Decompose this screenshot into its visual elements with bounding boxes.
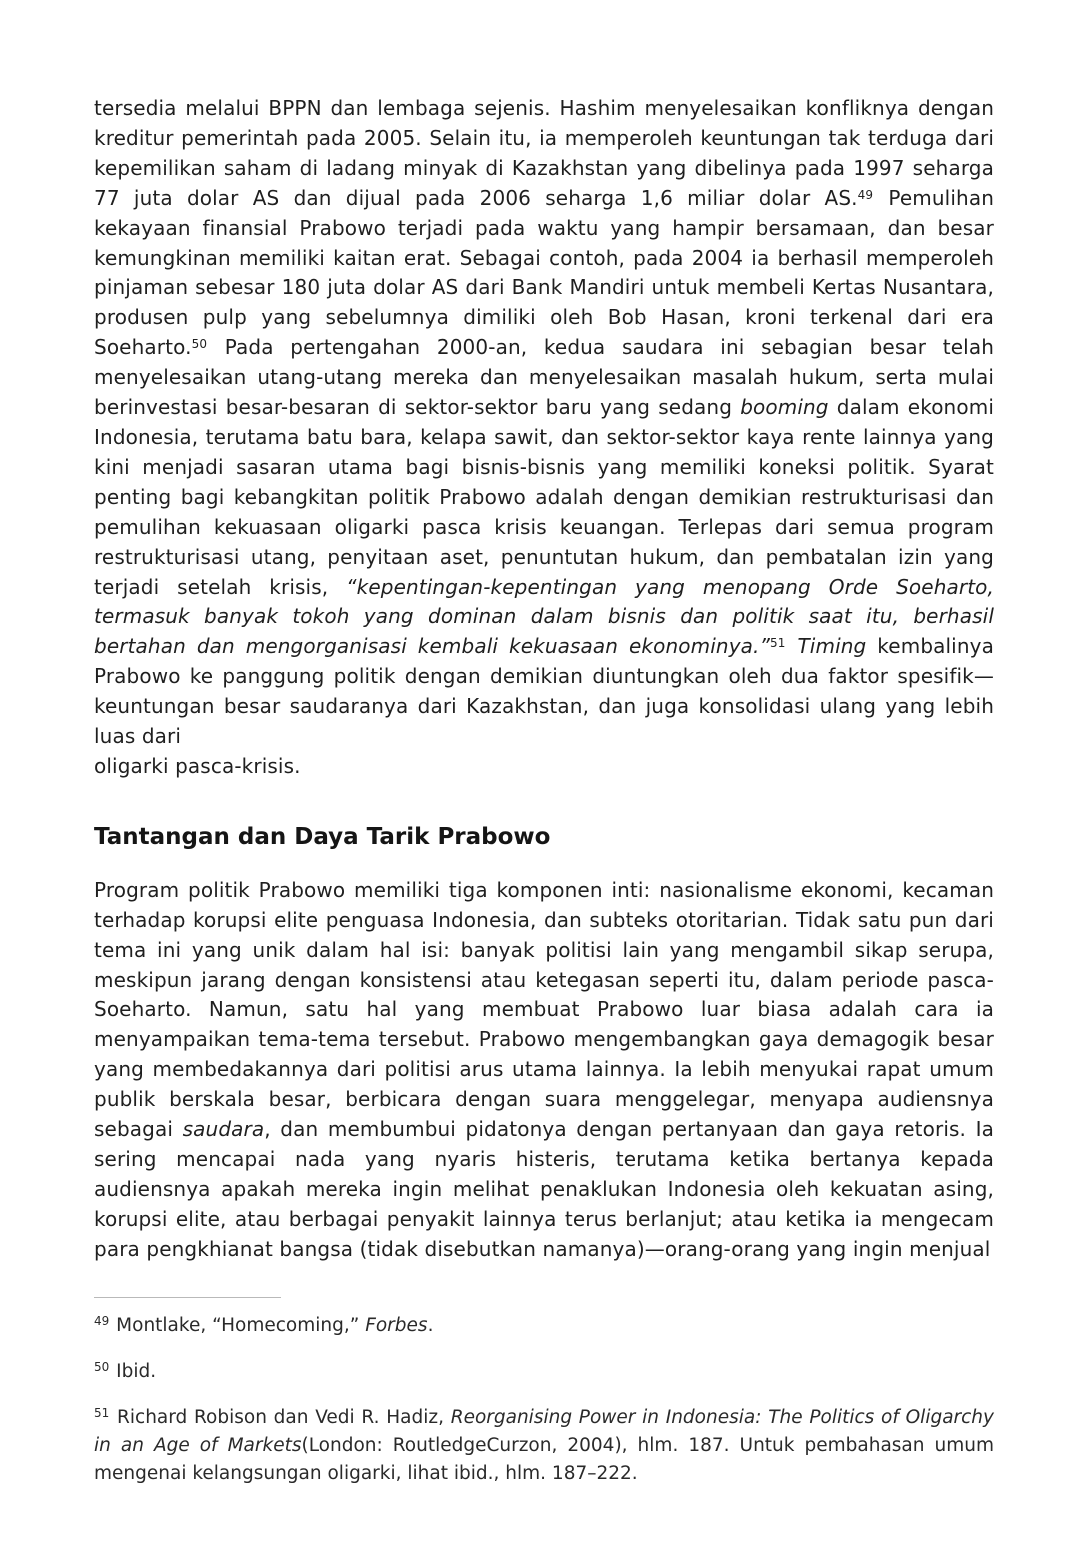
italic-term: booming: [740, 395, 829, 420]
footnote-source-title: Forbes: [365, 1314, 428, 1336]
footnote-51: [94, 1404, 994, 1488]
document-page: [94, 94, 994, 1488]
paragraph-text: dalam ekonomi Indonesia, terutama batu bara, kelapa sawit, dan sektor-sektor kaya rente lainnya yang kini menjadi sasaran utama bagi bisnis-bisnis yang memiliki koneksi politik. Syarat penting bagi kebangkitan politik Prabowo adalah dengan demikian restrukturisasi dan pemulihan kekuasaan oligarki pasca krisis keuangan. Terlepas dari semua program restrukturisasi utang, penyitaan aset, penuntutan hukum, dan pembatalan izin yang terjadi setelah krisis,: [94, 395, 994, 599]
footnote-divider: [94, 1297, 281, 1298]
paragraph-text: Pada pertengahan 2000-an, kedua saudara ini sebagian besar telah menyelesaikan utang-utang mereka dan menyelesaikan masalah hukum, serta mulai berinvestasi besar-besaran di sektor-sektor baru yang sedang: [94, 335, 994, 420]
footnote-text: Richard Robison dan Vedi R. Hadiz,: [110, 1406, 451, 1428]
footnote-text: Ibid.: [110, 1360, 157, 1382]
paragraph-text: Program politik Prabowo memiliki tiga komponen inti: nasionalisme ekonomi, kecaman terhadap korupsi elite penguasa Indonesia, dan subteks otoritarian. Tidak satu pun dari tema ini yang unik dalam hal isi: banyak politisi lain yang mengambil sikap serupa, meskipun jarang dengan konsistensi atau ketegasan seperti itu, dalam periode pasca-Soeharto. Namun, satu hal yang membuat Prabowo luar biasa adalah cara ia menyampaikan tema-tema tersebut. Prabowo mengembangkan gaya demagogik besar yang membedakannya dari politisi arus utama lainnya. Ia lebih menyukai rapat umum publik berskala besar, berbicara dengan suara menggelegar, menyapa audiensnya sebagai: [94, 877, 994, 1142]
footnote-ref-50[interactable]: 50: [191, 337, 208, 352]
footnote-49: [94, 1312, 994, 1340]
quotation: “kepentingan-kepentingan yang menopang Orde Soeharto, termasuk banyak tokoh yang dominan dalam bisnis dan politik saat itu, berhasil bertahan dan mengorganisasi kembali kekuasaan ekonominya.”: [94, 574, 994, 659]
paragraph-text: kembalinya Prabowo ke panggung politik dengan demikian diuntungkan oleh dua faktor spesifik—keuntungan besar saudaranya dari Kazakhstan, dan juga konsolidasi ulang yang lebih luas dari: [94, 634, 994, 749]
footnote-ref-51[interactable]: 51: [770, 636, 786, 651]
paragraph-last-line: oligarki pasca-krisis.: [94, 753, 301, 778]
paragraph-text: Pemulihan kekayaan finansial Prabowo terjadi pada waktu yang hampir bersamaan, dan besar kemungkinan memiliki kaitan erat. Sebagai contoh, pada 2004 ia berhasil memperoleh pinjaman sebesar 180 juta dolar AS dari Bank Mandiri untuk membeli Kertas Nusantara, produsen pulp yang sebelumnya dimiliki oleh Bob Hasan, kroni terkenal dari era Soeharto.: [94, 185, 994, 360]
footnote-number: 50: [94, 1359, 110, 1374]
footnote-source-title: Reorganising Power in Indonesia: The Politics of Oligarchy in an Age of Markets: [94, 1406, 994, 1456]
footnote-text: (London: RoutledgeCurzon, 2004), hlm. 187. Untuk pembahasan umum mengenai kelangsungan oligarki, lihat ibid., hlm. 187–222.: [94, 1434, 994, 1484]
body-paragraph-1: [94, 94, 994, 782]
paragraph-text: , dan membumbui pidatonya dengan pertanyaan dan gaya retoris. Ia sering mencapai nada yang nyaris histeris, terutama ketika bertanya kepada audiensnya apakah mereka ingin melihat penaklukan Indonesia oleh kekuatan asing, korupsi elite, atau berbagai penyakit lainnya terus berlanjut; atau ketika ia mengecam para pengkhianat bangsa (tidak disebutkan namanya)—orang-orang yang ingin menjual: [94, 1117, 994, 1261]
italic-term: Timing: [786, 634, 867, 659]
footnote-text: Montlake, “Homecoming,”: [110, 1314, 366, 1336]
section-heading: Tantangan dan Daya Tarik Prabowo: [94, 823, 551, 850]
footnote-50: [94, 1358, 994, 1386]
footnote-number: 49: [94, 1313, 110, 1328]
paragraph-text: tersedia melalui BPPN dan lembaga sejenis. Hashim menyelesaikan konfliknya dengan kreditur pemerintah pada 2005. Selain itu, ia memperoleh keuntungan tak terduga dari kepemilikan saham di ladang minyak di Kazakhstan yang dibelinya pada 1997 seharga 77 juta dolar AS dan dijual pada 2006 seharga 1,6 miliar dolar AS.: [94, 96, 994, 210]
footnote-text: .: [427, 1314, 434, 1336]
footnote-number: 51: [94, 1405, 110, 1420]
footnote-ref-49[interactable]: 49: [857, 187, 874, 202]
body-paragraph-2: [94, 876, 994, 1265]
italic-term: saudara: [182, 1117, 265, 1142]
